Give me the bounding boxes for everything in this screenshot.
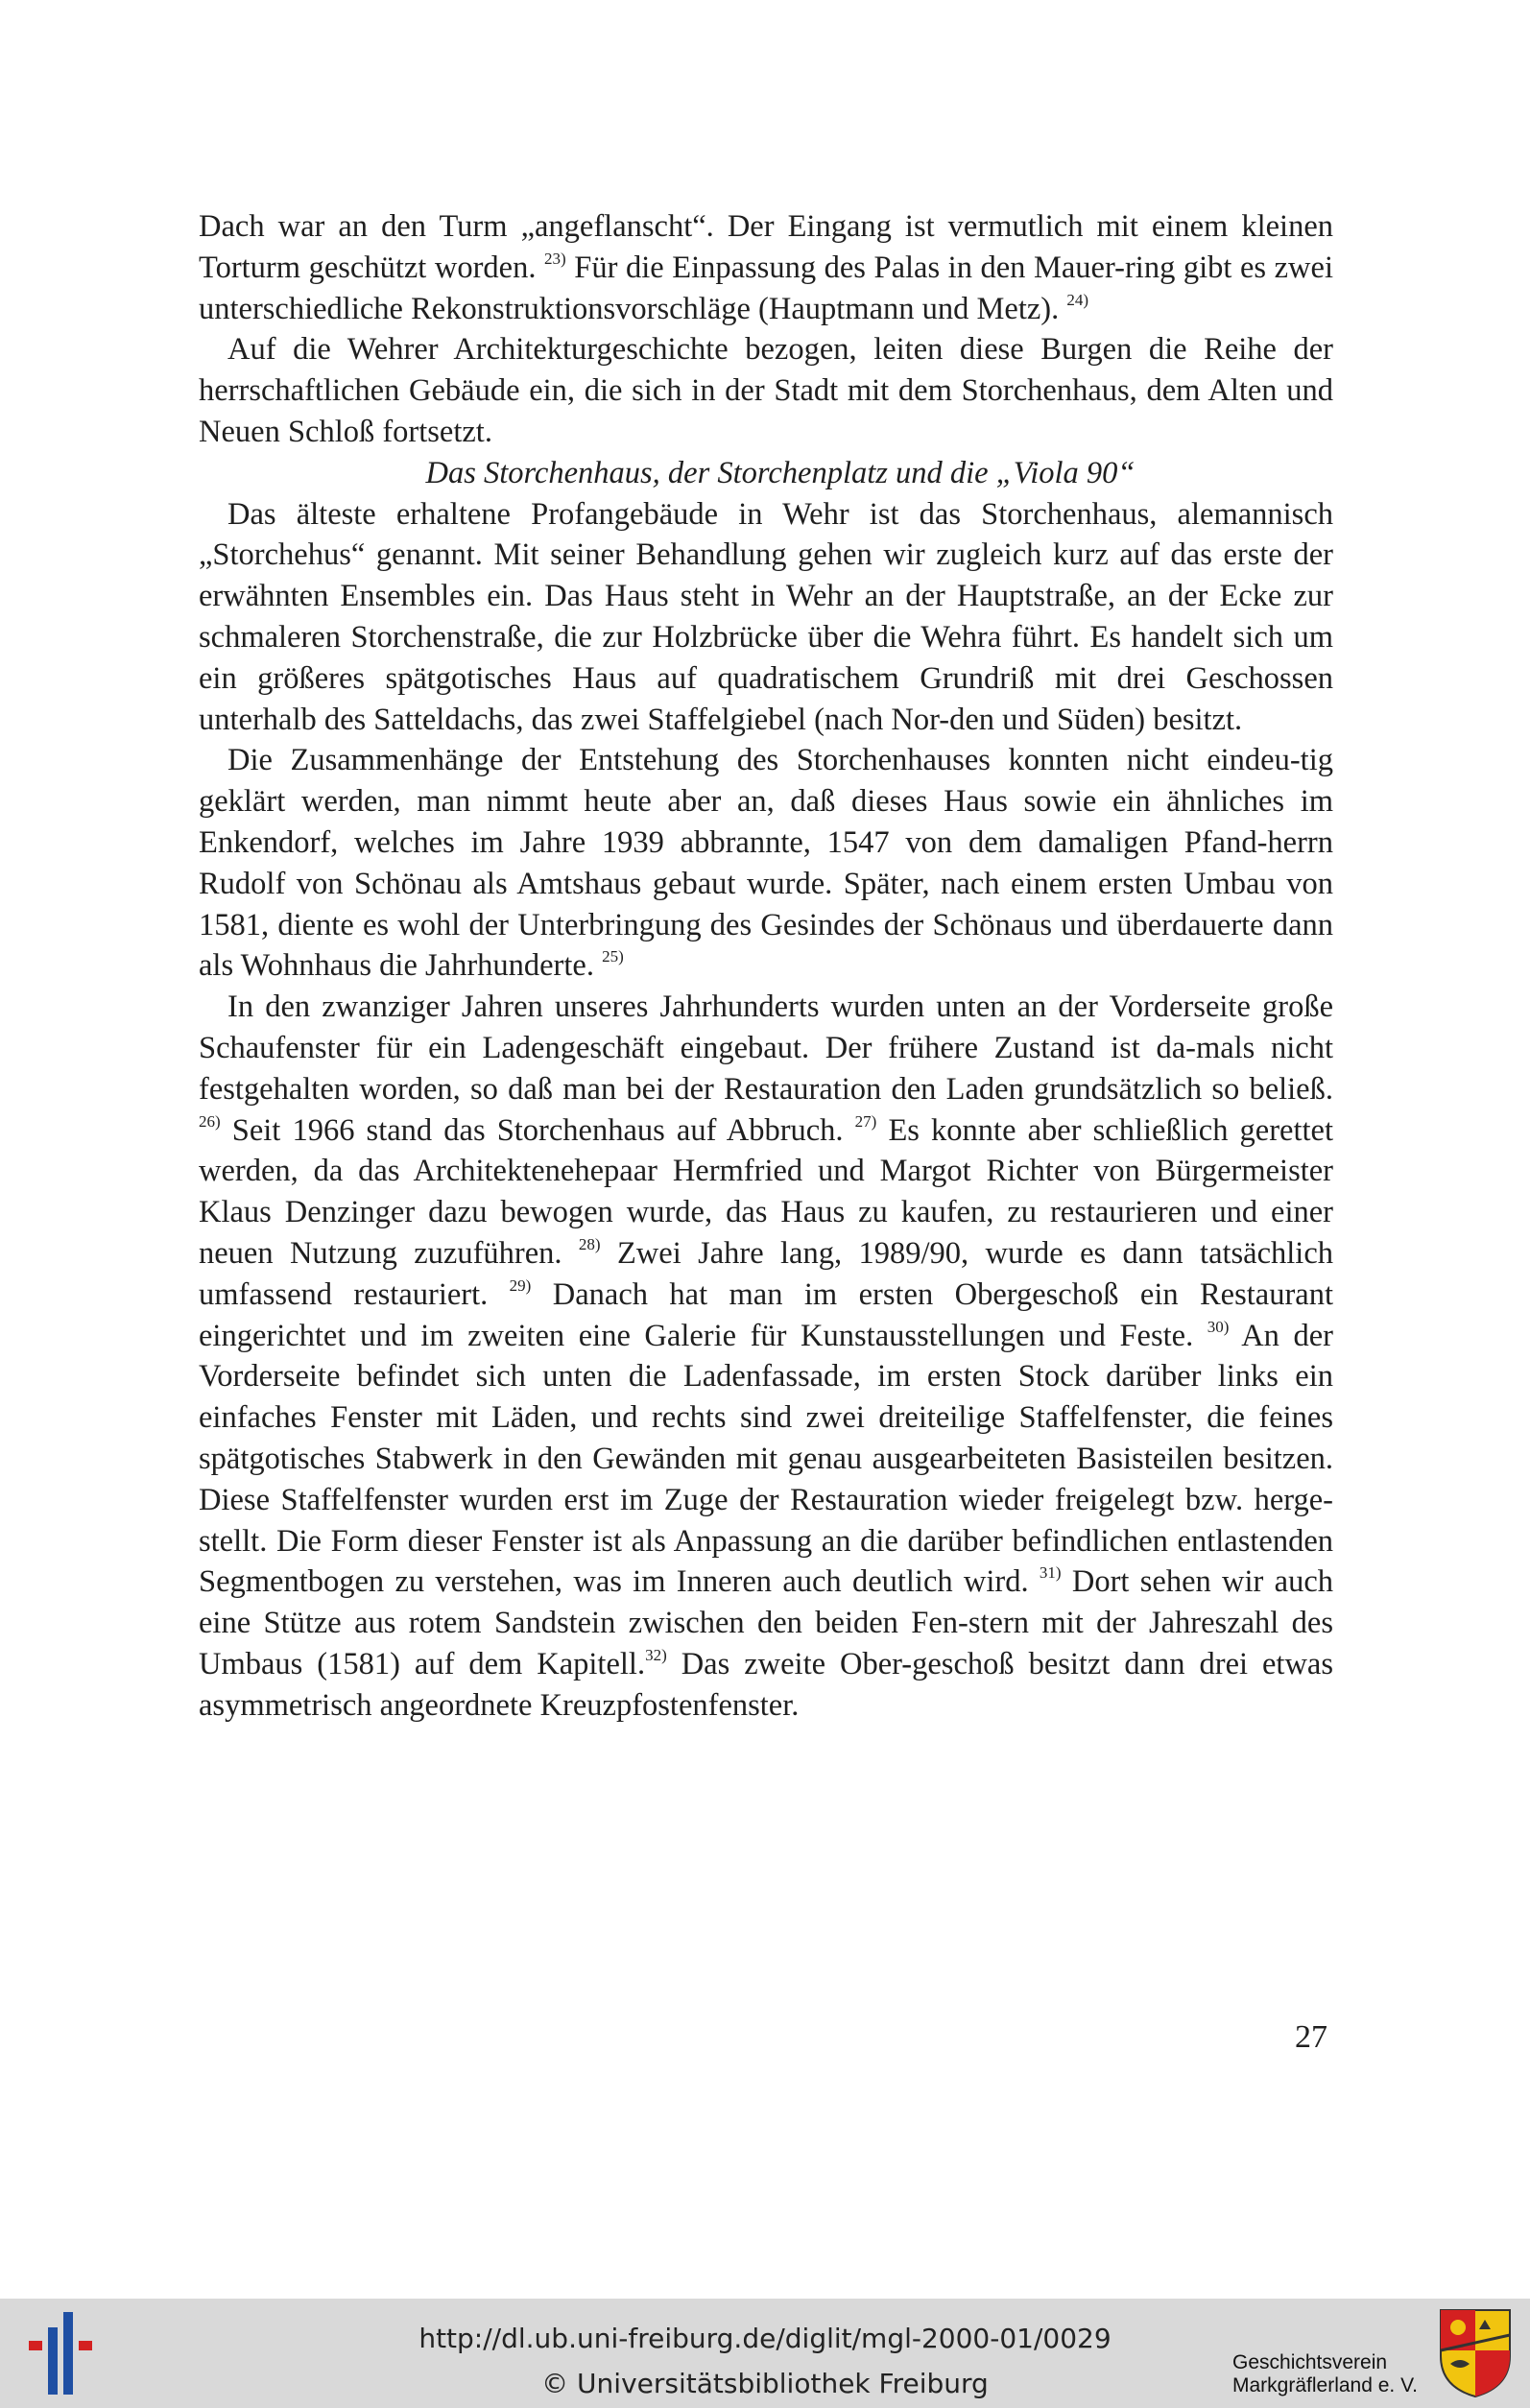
- footnote-ref[interactable]: 24): [1066, 290, 1089, 309]
- paragraph: Auf die Wehrer Architekturgeschichte bezogen, leiten diese Burgen die Reihe der herrschaftlichen Gebäude ein, die sich in der Stadt mit dem Storchenhaus, dem Alten und Neuen Schloß fortsetzt.: [199, 332, 1333, 449]
- coat-of-arms-icon[interactable]: [1437, 2306, 1514, 2398]
- page-body: [199, 206, 1333, 1726]
- footnote-ref[interactable]: 28): [578, 1234, 601, 1253]
- society-name-line: Markgräflerland e. V.: [1232, 2374, 1418, 2396]
- section-heading: Das Storchenhaus, der Storchenplatz und die „Viola 90“: [425, 455, 1136, 490]
- footnote-ref[interactable]: 25): [602, 947, 624, 966]
- paragraph: Die Zusammenhänge der Entstehung des Storchenhauses konnten nicht eindeu-tig geklärt werden, man nimmt heute aber an, daß dieses Haus sowie ein ähnliches im Enkendorf, welches im Jahre 1939 abbrannte, 1547 von dem damaligen Pfand-herrn Rudolf von Schönau als Amtshaus gebaut wurde. Später, nach einem ersten Umbau von 1581, diente es wohl der Unterbringung des Gesindes der Schönaus und überdauerte dann als Wohnhaus die Jahrhunderte. $^{25)}$: [199, 743, 1333, 984]
- footnote-ref[interactable]: 30): [1207, 1317, 1230, 1336]
- footnote-ref[interactable]: 29): [509, 1276, 532, 1295]
- footer-copyright: © Universitätsbibliothek Freiburg: [541, 2368, 989, 2399]
- footer-url-link[interactable]: http://dl.ub.uni-freiburg.de/diglit/mgl-2000-01/0029: [418, 2323, 1112, 2354]
- footnote-ref[interactable]: 32): [645, 1645, 667, 1664]
- footnote-ref[interactable]: 23): [544, 249, 566, 268]
- page-number: 27: [1295, 2019, 1327, 2055]
- society-name-line: Geschichtsverein: [1232, 2351, 1388, 2373]
- footnote-ref[interactable]: 27): [854, 1111, 877, 1131]
- paragraph-continuation: Dach war an den Turm „angeflanscht“. Der Eingang ist vermutlich mit einem kleinen Torturm geschützt worden. $^{23)}$ Für die Einpassung des Palas in den Mauer-ring gibt es zwei unterschiedliche Rekonstruktionsvorschläge (Hauptmann und Metz). $^{24)}$: [199, 209, 1333, 326]
- footnote-ref[interactable]: 31): [1039, 1563, 1062, 1583]
- society-name: [1232, 2351, 1418, 2397]
- paragraph: Das älteste erhaltene Profangebäude in Wehr ist das Storchenhaus, alemannisch „Storchehus“ genannt. Mit seiner Behandlung gehen wir zugleich kurz auf das erste der erwähnten Ensembles ein. Das Haus steht in Wehr an der Hauptstraße, an der Ecke zur schmaleren Storchenstraße, die zur Holzbrücke über die Wehra führt. Es handelt sich um ein größeres spätgotisches Haus auf quadratischem Grundriß mit drei Geschossen unterhalb des Satteldachs, das zwei Staffelgiebel (nach Nor-den und Süden) besitzt.: [199, 496, 1333, 737]
- footnote-ref[interactable]: 26): [199, 1111, 221, 1131]
- paragraph: In den zwanziger Jahren unseres Jahrhunderts wurden unten an der Vorderseite große Schaufenster für ein Ladengeschäft eingebaut. Der frühere Zustand ist da-mals nicht festgehalten worden, so daß man bei der Restauration den Laden grundsätzlich so beließ. $^{26)}$ Seit 1966 stand das Storchenhaus auf Abbruch. $^{27)}$ Es konnte aber schließlich gerettet werden, da das Architektenehepaar Hermfried und Margot Richter von Bürgermeister Klaus Denzinger dazu bewogen wurde, das Haus zu kaufen, zu restaurieren und einer neuen Nutzung zuzuführen. $^{28)}$ Zwei Jahre lang, 1989/90, wurde es dann tatsächlich umfassend restauriert. $^{29)}$ Danach hat man im ersten Obergeschoß ein Restaurant eingerichtet und im zweiten eine Galerie für Kunstausstellungen und Feste. $^{30)}$ An der Vorderseite befindet sich unten die Ladenfassade, im ersten Stock darüber links ein einfaches Fenster mit Läden, und rechts sind zwei dreiteilige Staffelfenster, die feines spätgotisches Stabwerk in den Gewänden mit genau ausgearbeiteten Basisteilen besitzen. Diese Staffelfenster wurden erst im Zuge der Restauration wieder freigelegt bzw. herge-stellt. Die Form dieser Fenster ist als Anpassung an die darüber befindlichen entlastenden Segmentbogen zu verstehen, was im Inneren auch deutlich wird. $^{31)}$ Dort sehen wir auch eine Stütze aus rotem Sandstein zwischen den beiden Fen-stern mit der Jahreszahl des Umbaus (1581) auf dem Kapitell.$^{32)}$ Das zweite Ober-geschoß besitzt dann drei etwas asymmetrisch angeordnete Kreuzpfostenfenster.: [199, 989, 1334, 1723]
